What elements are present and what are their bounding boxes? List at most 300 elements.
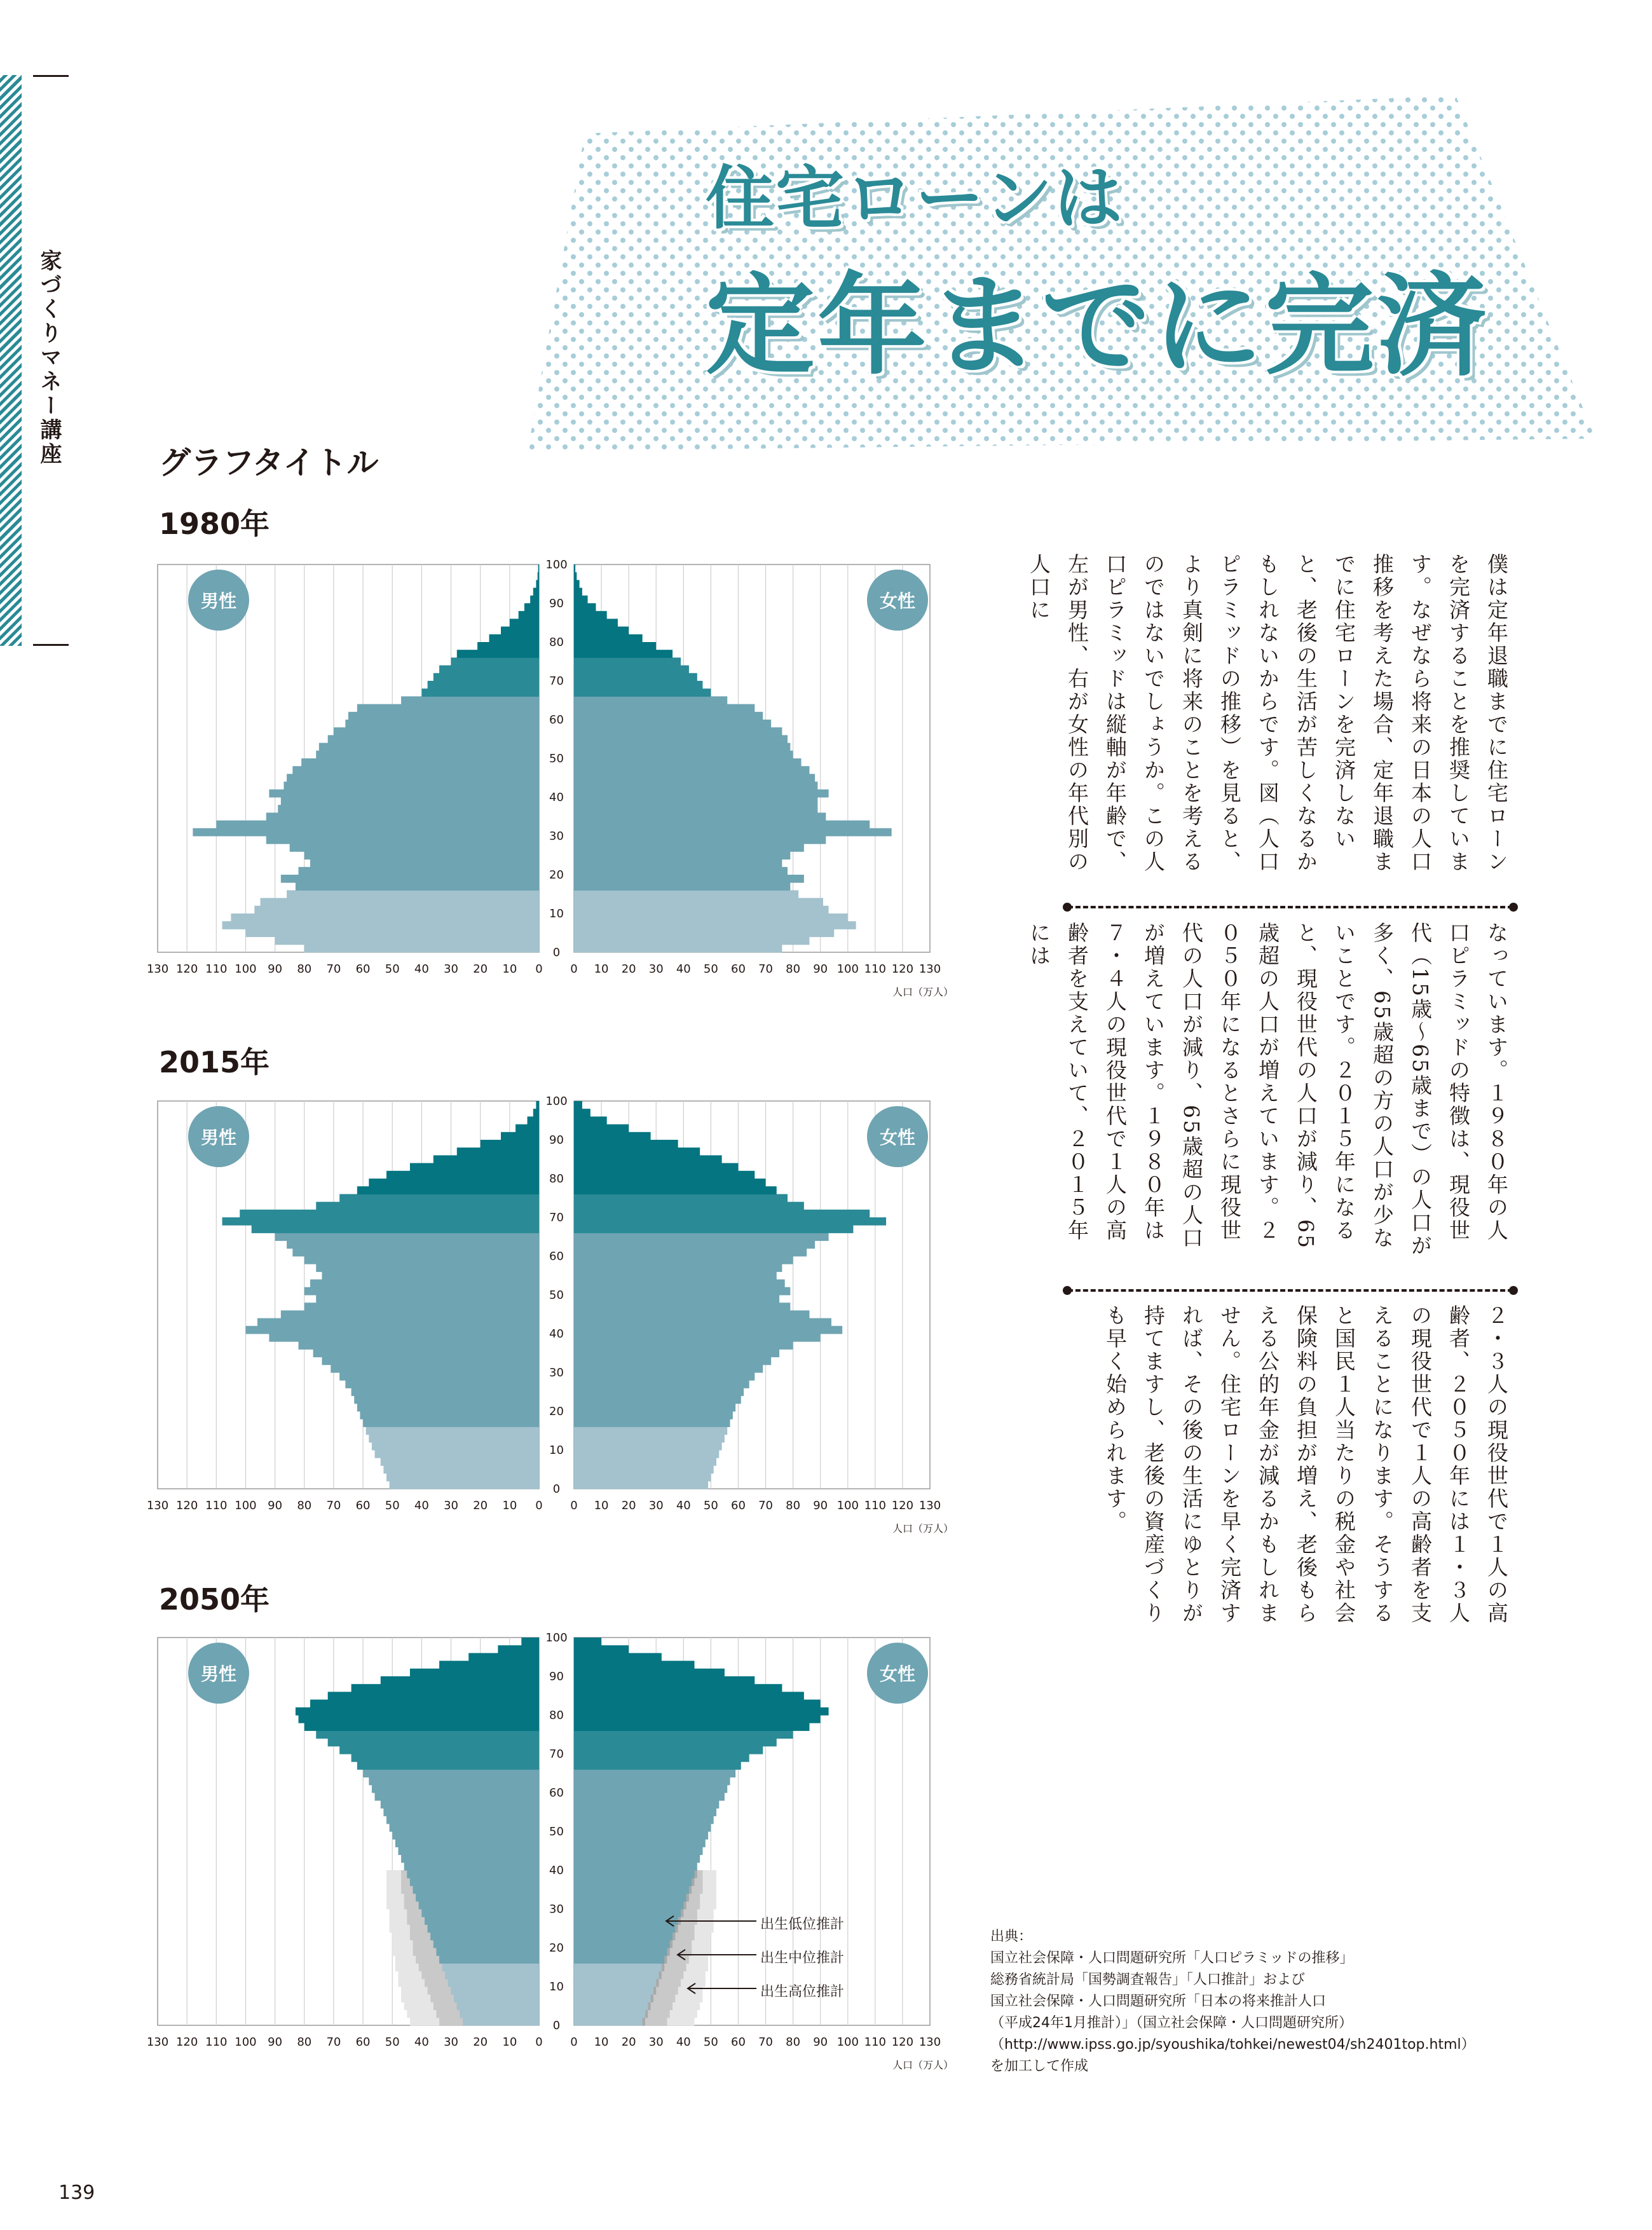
section-label: 家づくりマネー講座 [36,249,62,467]
bar-male [410,1163,539,1172]
bar-female [574,859,782,868]
bar-female [574,681,702,689]
bar-female [574,1411,733,1419]
bar-female [574,1241,815,1249]
bar-female [574,1878,692,1886]
unit-label: 人口（万人） [892,2059,954,2071]
source-line: 国立社会保障・人口問題研究所「人口ピラミッドの推移」 [990,1950,1354,1966]
y-tick-label: 40 [549,1864,564,1877]
bar-male [369,1179,539,1187]
x-tick-label-male: 80 [297,2035,312,2049]
bar-male [428,1924,539,1932]
bar-male [536,580,539,588]
x-tick-label-female: 120 [891,962,914,976]
bar-male [339,1194,539,1202]
bar-male [245,1326,539,1334]
bar-male [261,898,539,906]
male-badge: 男性 [188,1643,249,1704]
x-tick-label-female: 130 [918,962,941,976]
bar-female [574,1645,629,1653]
x-tick-label-male: 70 [326,2035,341,2049]
bar-male [354,1396,539,1404]
bar-female [574,937,809,945]
bar-male [345,720,539,728]
x-tick-label-male: 80 [297,962,312,976]
separator-dot [1063,1286,1072,1295]
x-tick-label-female: 0 [570,2035,578,2049]
bar-male [290,844,539,852]
bar-female [574,1388,744,1396]
x-tick-label-female: 50 [703,1499,718,1512]
bar-female [574,1217,886,1226]
source-line: （http://www.ipss.go.jp/syoushika/tohkei/newest04/sh2401top.html） [990,2037,1475,2053]
x-tick-label-male: 50 [385,1499,400,1512]
bar-female [574,1147,700,1156]
bar-male [369,1435,539,1443]
x-tick-label-male: 20 [473,1499,488,1512]
x-tick-label-female: 40 [676,962,691,976]
bar-male [269,790,539,798]
bar-female [574,774,815,782]
bar-female [574,1442,722,1451]
bar-male [524,603,539,612]
bar-male [363,1769,539,1777]
bar-male [445,1971,539,1980]
x-tick-label-male: 70 [326,962,341,976]
bar-male [442,1963,539,1971]
x-tick-label-female: 110 [864,2035,887,2049]
bar-male [381,1458,539,1466]
bar-female [574,906,829,914]
dashed-separator [1068,1289,1513,1292]
y-tick-label: 10 [549,1980,564,1994]
bar-male [287,890,539,898]
x-tick-label-female: 30 [648,2035,664,2049]
bar-female [574,1481,708,1489]
bar-male [357,1761,539,1770]
bar-female [574,1426,727,1435]
bar-male [451,657,539,666]
x-tick-label-female: 0 [570,962,578,976]
bar-male [304,1303,539,1311]
bar-male [536,1101,539,1109]
bar-female [574,1280,785,1288]
x-tick-label-female: 50 [703,2035,718,2049]
y-tick-label: 80 [549,1709,564,1722]
x-tick-label-male: 100 [235,1499,257,1512]
bar-male [328,1739,539,1747]
x-tick-label-female: 100 [836,962,859,976]
bar-male [489,634,539,643]
bar-female [574,1132,651,1140]
bar-male [240,1210,539,1218]
unit-label: 人口（万人） [892,1522,954,1535]
bar-female [574,890,798,898]
x-tick-label-female: 40 [676,2035,691,2049]
bar-male [339,1372,539,1381]
dashed-separator [1068,906,1513,908]
bar-male [313,1349,539,1357]
bar-female [574,1700,821,1708]
x-tick-label-male: 30 [444,962,458,976]
y-tick-label: 40 [549,791,564,804]
bar-male [501,627,539,635]
bar-female [574,1349,779,1357]
bar-female [574,1357,771,1365]
bar-male [477,642,539,650]
x-tick-label-male: 120 [175,1499,198,1512]
y-tick-label: 70 [549,674,564,688]
bar-male [310,1700,539,1708]
bar-male [410,1878,539,1886]
bar-male [454,1994,539,2002]
bar-female [574,720,771,728]
y-tick-label: 0 [552,946,561,959]
body-paragraph-3: ２・３人の現役世代で１人の高齢者、２０５０年には１・３人の現役世代で１人の高齢者を支えることになります。そうすると国民１人当たりの税金や社会保険料の負担が増え、老後もらえる公的年金が減るかもしれません。住宅ローンを早く完済すれば、その後の生活にゆとりが持てますし、老後の資産づくりも早く始められます。 [1103,1304,1509,1625]
bar-male [430,1932,539,1941]
source-line: 総務省統計局「国勢調査報告」「人口推計」および [990,1972,1306,1988]
bar-male [457,2002,539,2010]
bar-female [574,727,782,735]
male-badge: 男性 [188,1106,249,1167]
bar-male [428,681,539,689]
bar-male [538,564,539,573]
bar-male [287,774,539,782]
x-tick-label-female: 80 [786,2035,801,2049]
bar-male [383,1808,539,1816]
bar-female [574,1256,793,1264]
x-tick-label-female: 60 [731,2035,746,2049]
bar-female [574,1979,656,1987]
bar-female [574,642,656,650]
y-tick-label: 100 [545,1095,568,1108]
bar-female [574,596,588,604]
x-tick-label-male: 60 [355,2035,371,2049]
bar-male [357,704,539,713]
bar-male [369,1777,539,1786]
bar-male [390,1481,539,1489]
bar-male [519,611,539,619]
bar-female [574,1310,809,1318]
bar-male [381,1800,539,1809]
y-tick-label: 10 [549,907,564,920]
x-tick-label-female: 90 [813,962,828,976]
bar-female [574,696,727,704]
x-tick-label-male: 120 [175,962,198,976]
title-line-2: 定年までに完済 [706,262,1489,390]
x-tick-label-male: 70 [326,1499,341,1512]
x-tick-label-male: 90 [268,1499,283,1512]
y-tick-label: 90 [549,1670,564,1683]
male-badge: 男性 [188,570,249,631]
x-tick-label-female: 130 [918,2035,941,2049]
x-tick-label-male: 130 [146,962,169,976]
bar-male [278,805,539,813]
bar-male [345,1380,539,1388]
bar-male [328,1692,539,1700]
bar-female [574,712,763,720]
y-tick-label: 60 [549,1786,564,1800]
separator-dot [1509,903,1518,912]
x-tick-label-male: 40 [414,962,429,976]
bar-female [574,1885,689,1894]
bar-female [574,1171,754,1179]
x-tick-label-female: 90 [813,2035,828,2049]
y-tick-label: 0 [552,2019,561,2032]
bar-male [257,1318,539,1327]
bar-male [281,875,539,883]
bar-female [574,921,856,929]
bar-male [266,836,539,844]
x-tick-label-male: 60 [355,1499,371,1512]
bar-female [574,1932,672,1941]
bar-female [574,1870,695,1878]
x-tick-label-male: 40 [414,1499,429,1512]
chart-2050-year: 2050年 [159,1582,270,1617]
bar-male [425,1917,539,1925]
body-paragraph-2: なっています。１９８０年の人口ピラミッドの特徴は、現役世代（15歳〜65歳まで）の人口が多く、65歳超の方の人口が少ないことです。２０１５年になると、現役世代の人口が減り、65歳超の人口が増えています。２０５０年になるとさらに現役世代の人口が減り、65歳超の人口が増えています。１９８０年は７・４人の現役世代で１人の高齢者を支えていて、２０１５年には [1027,922,1509,1257]
x-tick-label-male: 20 [473,962,488,976]
bar-male [296,1707,539,1716]
bar-male [316,1295,539,1303]
bar-male [381,1676,539,1685]
bar-female [574,1800,719,1809]
bar-male [266,812,539,821]
bar-male [275,937,539,945]
bar-male [375,1450,539,1458]
bar-male [460,2010,539,2018]
bar-male [304,1256,539,1264]
rail-line-top [33,75,69,77]
bar-female [574,1754,749,1762]
side-stripe [0,75,22,646]
bar-female [574,1419,730,1427]
bar-male [433,673,539,681]
bar-female [574,851,790,859]
x-tick-label-female: 20 [621,1499,636,1512]
bar-female [574,1638,601,1646]
x-tick-label-female: 100 [836,1499,859,1512]
bar-female [574,564,575,573]
bar-male [386,1474,539,1482]
x-tick-label-female: 120 [891,1499,914,1512]
bar-female [574,836,826,844]
bar-female [574,867,788,875]
x-tick-label-male: 10 [502,2035,517,2049]
y-tick-label: 60 [549,713,564,727]
x-tick-label-female: 40 [676,1499,691,1512]
y-tick-label: 10 [549,1444,564,1457]
bar-female [574,650,672,658]
bar-female [574,1940,670,1948]
x-tick-label-male: 120 [175,2035,198,2049]
bar-female [574,619,618,627]
x-tick-label-female: 100 [836,2035,859,2049]
bar-female [574,1404,735,1412]
x-tick-label-female: 110 [864,1499,887,1512]
bar-male [538,572,539,580]
graph-title: グラフタイトル [159,444,379,481]
x-tick-label-female: 90 [813,1499,828,1512]
y-tick-label: 30 [549,1366,564,1379]
source-line: 出典： [990,1929,1033,1945]
bar-female [574,1465,714,1474]
bar-female [574,1739,777,1747]
bar-female [574,1380,749,1388]
projection-arrows [661,1907,763,1996]
bar-female [574,782,817,790]
bar-female [574,1140,678,1148]
x-tick-label-female: 60 [731,1499,746,1512]
bar-female [574,812,826,821]
bar-female [574,1987,653,1995]
x-tick-label-female: 20 [621,2035,636,2049]
y-tick-label: 50 [549,1825,564,1838]
chart-1980-year: 1980年 [159,507,270,541]
chart-2015-year: 2015年 [159,1045,270,1079]
bar-male [328,735,539,743]
bar-female [574,1303,790,1311]
x-tick-label-male: 110 [205,2035,228,2049]
bar-female [574,1730,793,1739]
bar-male [419,1901,539,1910]
x-tick-label-female: 30 [648,1499,664,1512]
bar-female [574,913,848,922]
bar-female [574,1287,790,1296]
bar-female [574,805,817,813]
bar-female [574,1116,607,1125]
bar-male [269,1334,539,1342]
x-tick-label-male: 50 [385,2035,400,2049]
x-tick-label-female: 50 [703,962,718,976]
bar-male [416,1894,539,1902]
bar-female [574,1163,738,1172]
bar-female [574,1669,725,1677]
bar-male [322,1271,539,1280]
bar-female [574,1155,722,1163]
bar-female [574,766,809,774]
female-badge: 女性 [867,1106,928,1167]
bar-male [252,1225,539,1233]
bar-male [401,696,539,704]
x-tick-label-male: 130 [146,2035,169,2049]
bar-male [421,1909,539,1917]
bar-female [574,1847,702,1855]
bar-male [515,1125,539,1133]
bar-male [304,1287,539,1296]
bar-male [439,1955,539,1964]
bar-male [287,1241,539,1249]
bar-male [281,797,539,805]
bar-male [404,1863,539,1871]
bar-female [574,1692,804,1700]
bar-male [360,1411,539,1419]
bar-female [574,688,711,697]
bar-female [574,1824,711,1832]
bar-female [574,588,582,596]
bar-female [574,1202,804,1210]
bar-male [283,782,539,790]
y-tick-label: 40 [549,1327,564,1341]
bar-female [574,1661,695,1669]
bar-female [574,1761,741,1770]
bar-male [352,1388,539,1396]
bar-female [574,1994,651,2002]
x-tick-label-female: 70 [758,2035,773,2049]
x-tick-label-female: 10 [594,2035,609,2049]
female-badge: 女性 [867,570,928,631]
bar-male [222,1217,539,1226]
bar-male [386,1171,539,1179]
page-number: 139 [58,2182,95,2204]
bar-male [193,828,539,837]
x-tick-label-male: 0 [535,1499,543,1512]
bar-male [457,1147,539,1156]
x-tick-label-female: 10 [594,1499,609,1512]
bar-female [574,2002,648,2010]
bar-male [348,712,539,720]
bar-male [331,1365,539,1373]
female-badge: 女性 [867,1643,928,1704]
bar-male [395,1839,539,1847]
bar-male [528,1116,539,1125]
x-tick-label-female: 70 [758,962,773,976]
bar-male [410,1669,539,1677]
bar-female [574,572,577,580]
separator-dot [1509,1286,1518,1295]
x-tick-label-female: 110 [864,962,887,976]
x-tick-label-female: 0 [570,1499,578,1512]
pyramid-2050 [146,1625,941,2133]
y-tick-label: 80 [549,1172,564,1186]
bar-female [574,1271,777,1280]
bar-male [316,1202,539,1210]
bar-male [316,1264,539,1272]
bar-female [574,1948,667,1956]
x-tick-label-female: 120 [891,2035,914,2049]
bar-female [574,1109,590,1117]
x-tick-label-male: 100 [235,2035,257,2049]
bar-male [366,1426,539,1435]
bar-male [521,1638,539,1646]
bar-male [421,688,539,697]
bar-male [372,1785,539,1793]
bar-female [574,2018,643,2026]
bar-female [574,1808,716,1816]
bar-female [574,875,804,883]
x-tick-label-female: 30 [648,962,664,976]
x-tick-label-male: 30 [444,1499,458,1512]
y-tick-label: 100 [545,558,568,571]
bar-male [457,650,539,658]
bar-male [222,921,539,929]
bar-male [390,1824,539,1832]
x-tick-label-female: 130 [918,1499,941,1512]
bar-female [574,751,793,759]
bar-female [574,1653,662,1661]
x-tick-label-female: 10 [594,962,609,976]
bar-female [574,1435,725,1443]
bar-female [574,1450,719,1458]
bar-female [574,1676,754,1685]
bar-female [574,657,681,666]
bar-female [574,1295,779,1303]
bar-male [392,1831,539,1840]
bar-female [574,1365,763,1373]
bar-male [501,1132,539,1140]
bar-male [372,1442,539,1451]
x-tick-label-female: 70 [758,1499,773,1512]
